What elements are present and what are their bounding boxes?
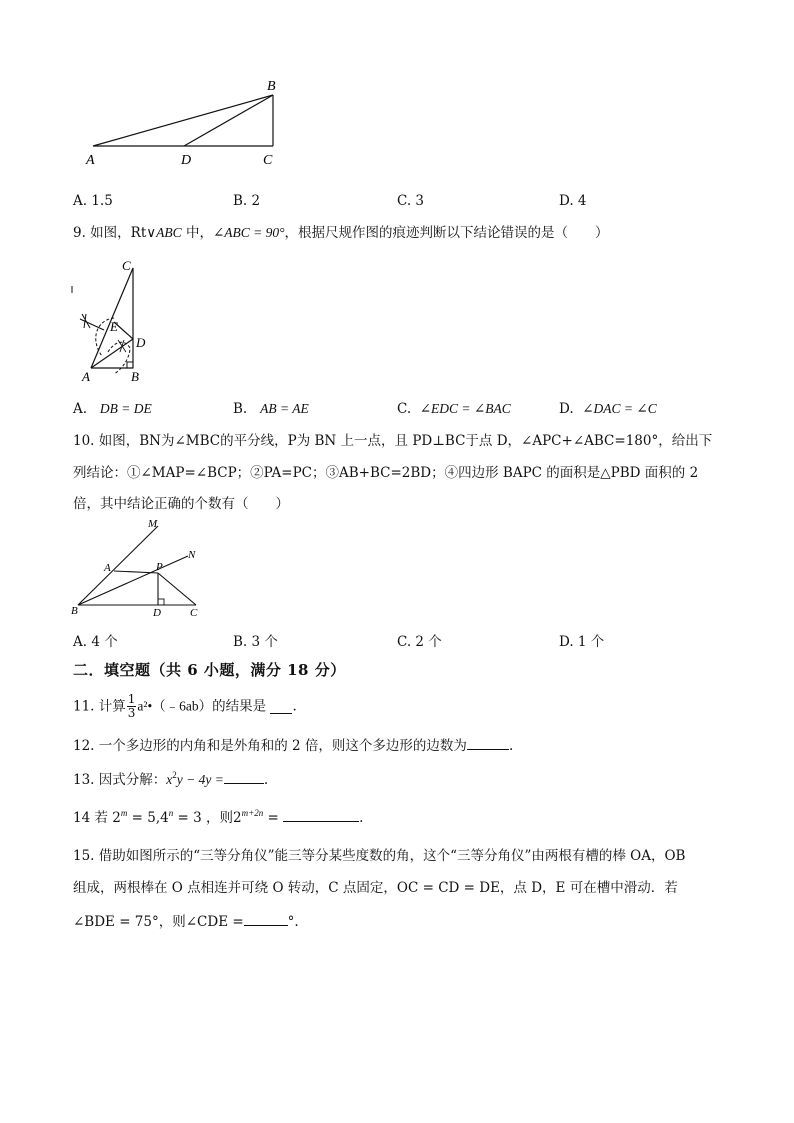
- q8-segment-db: [184, 95, 273, 146]
- q13-stem: 13. 因式分解：$x^2y - 4y$ = .: [73, 770, 269, 788]
- q10-stem-line2: 列结论：①∠MAP=∠BCP；②PA=PC；③AB+BC=2BD；④四边形 BAPC 的面积是△PBD 面积的 2: [73, 465, 699, 481]
- q10-stem-line3: 倍，其中结论正确的个数有（ ）: [73, 496, 289, 512]
- q10-label-c: C: [190, 607, 198, 619]
- q10-label-m: M: [148, 518, 158, 530]
- q10-option-d[interactable]: D. 1 个: [559, 634, 605, 650]
- q10-ray-bn: [78, 556, 188, 605]
- q8-label-b: B: [267, 79, 276, 94]
- q9-label-b: B: [131, 369, 139, 384]
- q10-label-b: B: [71, 605, 78, 617]
- q9-option-d[interactable]: D. ∠DAC = ∠C: [559, 401, 657, 417]
- q12-stem: 12. 一个多边形的内角和是外角和的 2 倍，则这个多边形的边数为 .: [73, 735, 513, 755]
- q10-label-d: D: [153, 607, 161, 619]
- q13-answer-blank[interactable]: [224, 769, 264, 784]
- q9-construction-figure: [70, 256, 160, 388]
- q10-label-n: N: [188, 549, 196, 561]
- q14-answer-blank[interactable]: [283, 807, 359, 822]
- q8-option-d[interactable]: D. 4: [559, 193, 587, 209]
- q10-ray-bm: [78, 526, 158, 605]
- q8-option-a[interactable]: A. 1.5: [73, 193, 113, 209]
- q10-bisector-figure: [70, 516, 210, 622]
- q8-label-a: A: [86, 153, 95, 168]
- q9-label-d: D: [136, 335, 146, 350]
- q9-option-b[interactable]: B. AB = AE: [233, 401, 309, 417]
- q8-triangle-figure: [80, 74, 300, 174]
- q8-segment-ab: [93, 95, 273, 146]
- q10-stem-line1: 10. 如图，BN为∠MBC的平分线，P为 BN 上一点，且 PD⊥BC于点 D，∠APC+∠ABC=180°，给出下: [73, 433, 713, 449]
- q15-answer-blank[interactable]: [244, 911, 288, 926]
- q8-option-b[interactable]: B. 2: [233, 193, 261, 209]
- q8-label-d: D: [181, 153, 192, 168]
- q11-stem: 11. 计算 $\frac{1}{3}$ a²•（﹣6ab）的结果是 .: [73, 692, 297, 720]
- q10-label-a: A: [104, 562, 111, 574]
- q9-label-c: C: [122, 258, 131, 273]
- q14-stem: 14 若 $2^m = 5,4^n = 3$ ，则$2^{m+2n}$ = .: [73, 808, 364, 826]
- q9-arc-small: [108, 342, 130, 374]
- q11-fraction: $\frac{1}{3}$: [127, 692, 136, 720]
- section-title-fill-in: 二．填空题（共 6 小题，满分 18 分）: [73, 661, 346, 679]
- q10-option-b[interactable]: B. 3 个: [233, 634, 278, 650]
- q9-label-a: A: [82, 369, 90, 384]
- q11-answer-blank[interactable]: [270, 699, 292, 714]
- q15-stem-line2: 组成，两根棒在 O 点相连并可绕 O 转动，C 点固定，OC = CD = DE，点 D，E 可在槽中滑动．若: [73, 880, 678, 896]
- q8-option-c[interactable]: C. 3: [397, 193, 425, 209]
- q12-answer-blank[interactable]: [467, 735, 509, 750]
- q10-label-p: P: [156, 561, 163, 573]
- q8-label-c: C: [263, 153, 273, 168]
- q9-label-e: E: [110, 319, 118, 334]
- q9-stem: 9. 如图，Rt∨ABC 中，∠ABC = 90°，根据尺规作图的痕迹判断以下结论错误的是（ ）: [73, 225, 609, 241]
- q9-option-c[interactable]: C. ∠EDC = ∠BAC: [397, 401, 511, 417]
- q9-option-a[interactable]: A. DB = DE: [73, 401, 152, 417]
- q15-stem-line1: 15. 借助如图所示的“三等分角仪”能三等分某些度数的角，这个“三等分角仪”由两根有槽的棒 OA，OB: [73, 848, 686, 864]
- q15-stem-line3: ∠BDE = 75°，则∠CDE = °.: [73, 911, 299, 931]
- q10-option-c[interactable]: C. 2 个: [397, 634, 442, 650]
- q10-option-a[interactable]: A. 4 个: [73, 634, 118, 650]
